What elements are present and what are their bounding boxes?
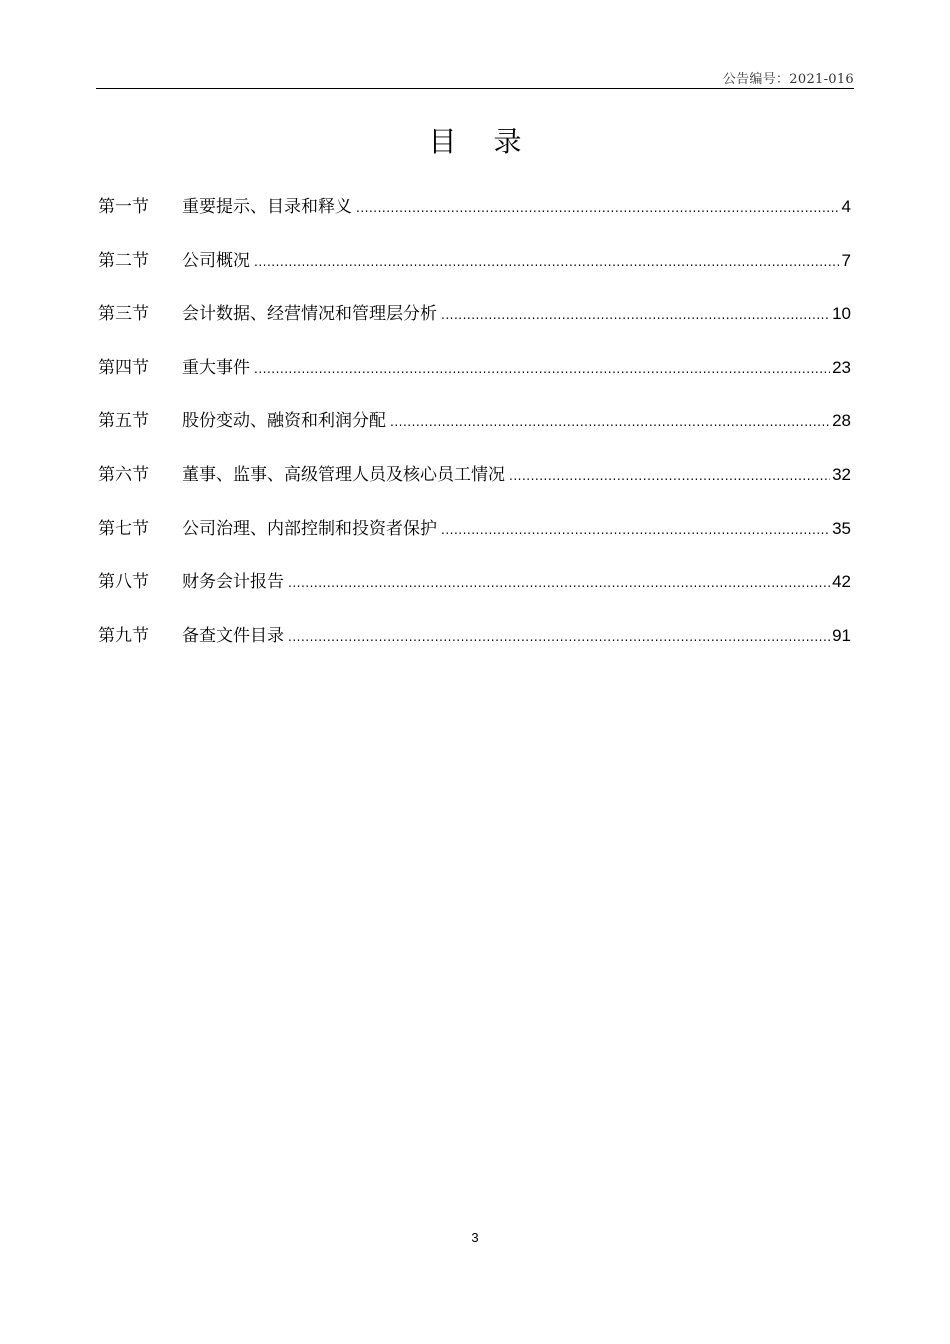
toc-page-number: 91	[832, 625, 851, 645]
toc-page-number: 42	[832, 572, 851, 592]
toc-leader-dots	[254, 352, 830, 386]
toc-section-name: 公司概况	[182, 250, 250, 271]
toc-item-2[interactable]	[98, 244, 851, 298]
toc-section-label: 第四节	[98, 357, 149, 378]
toc-page-number: 28	[832, 411, 851, 431]
toc-section-label: 第三节	[98, 304, 149, 325]
toc-section-label: 第六节	[98, 464, 149, 485]
toc-leader-dots	[356, 191, 840, 225]
toc-page-number: 35	[832, 518, 851, 538]
toc-page-number: 10	[832, 304, 851, 324]
toc-leader-dots	[288, 620, 830, 654]
toc-leader-dots	[509, 459, 830, 493]
toc-title: 目 录	[428, 125, 536, 158]
toc-section-label: 第九节	[98, 625, 149, 646]
header-divider	[96, 88, 854, 89]
toc-section-name: 财务会计报告	[182, 572, 284, 593]
toc-section-name: 重大事件	[182, 357, 250, 378]
toc-section-name: 会计数据、经营情况和管理层分析	[182, 304, 437, 325]
toc-page-number: 32	[832, 464, 851, 484]
toc-item-6[interactable]	[98, 458, 851, 512]
toc-leader-dots	[441, 513, 830, 547]
toc-item-7[interactable]	[98, 512, 851, 566]
toc-section-name: 董事、监事、高级管理人员及核心员工情况	[182, 464, 505, 485]
toc-section-name: 股份变动、融资和利润分配	[182, 411, 386, 432]
announcement-number: 公告编号：2021-016	[722, 72, 854, 87]
toc-list	[98, 190, 851, 672]
toc-page-number: 7	[841, 250, 851, 270]
toc-section-label: 第五节	[98, 411, 149, 432]
toc-section-label: 第八节	[98, 572, 149, 593]
toc-section-name: 公司治理、内部控制和投资者保护	[182, 518, 437, 539]
toc-section-label: 第一节	[98, 197, 149, 217]
toc-item-4[interactable]	[98, 351, 851, 405]
toc-item-1[interactable]	[98, 190, 851, 244]
toc-item-5[interactable]	[98, 404, 851, 458]
page-number: 3	[471, 1230, 479, 1245]
toc-leader-dots	[390, 405, 830, 439]
toc-item-3[interactable]	[98, 297, 851, 351]
toc-item-8[interactable]	[98, 565, 851, 619]
toc-section-label: 第七节	[98, 518, 149, 539]
toc-page-number: 4	[841, 197, 851, 216]
toc-leader-dots	[441, 298, 830, 332]
toc-section-name: 备查文件目录	[182, 625, 284, 646]
toc-leader-dots	[254, 245, 840, 279]
toc-section-name: 重要提示、目录和释义	[182, 197, 352, 217]
toc-leader-dots	[288, 566, 830, 600]
toc-page-number: 23	[832, 357, 851, 377]
toc-item-9[interactable]	[98, 619, 851, 673]
toc-section-label: 第二节	[98, 250, 149, 271]
